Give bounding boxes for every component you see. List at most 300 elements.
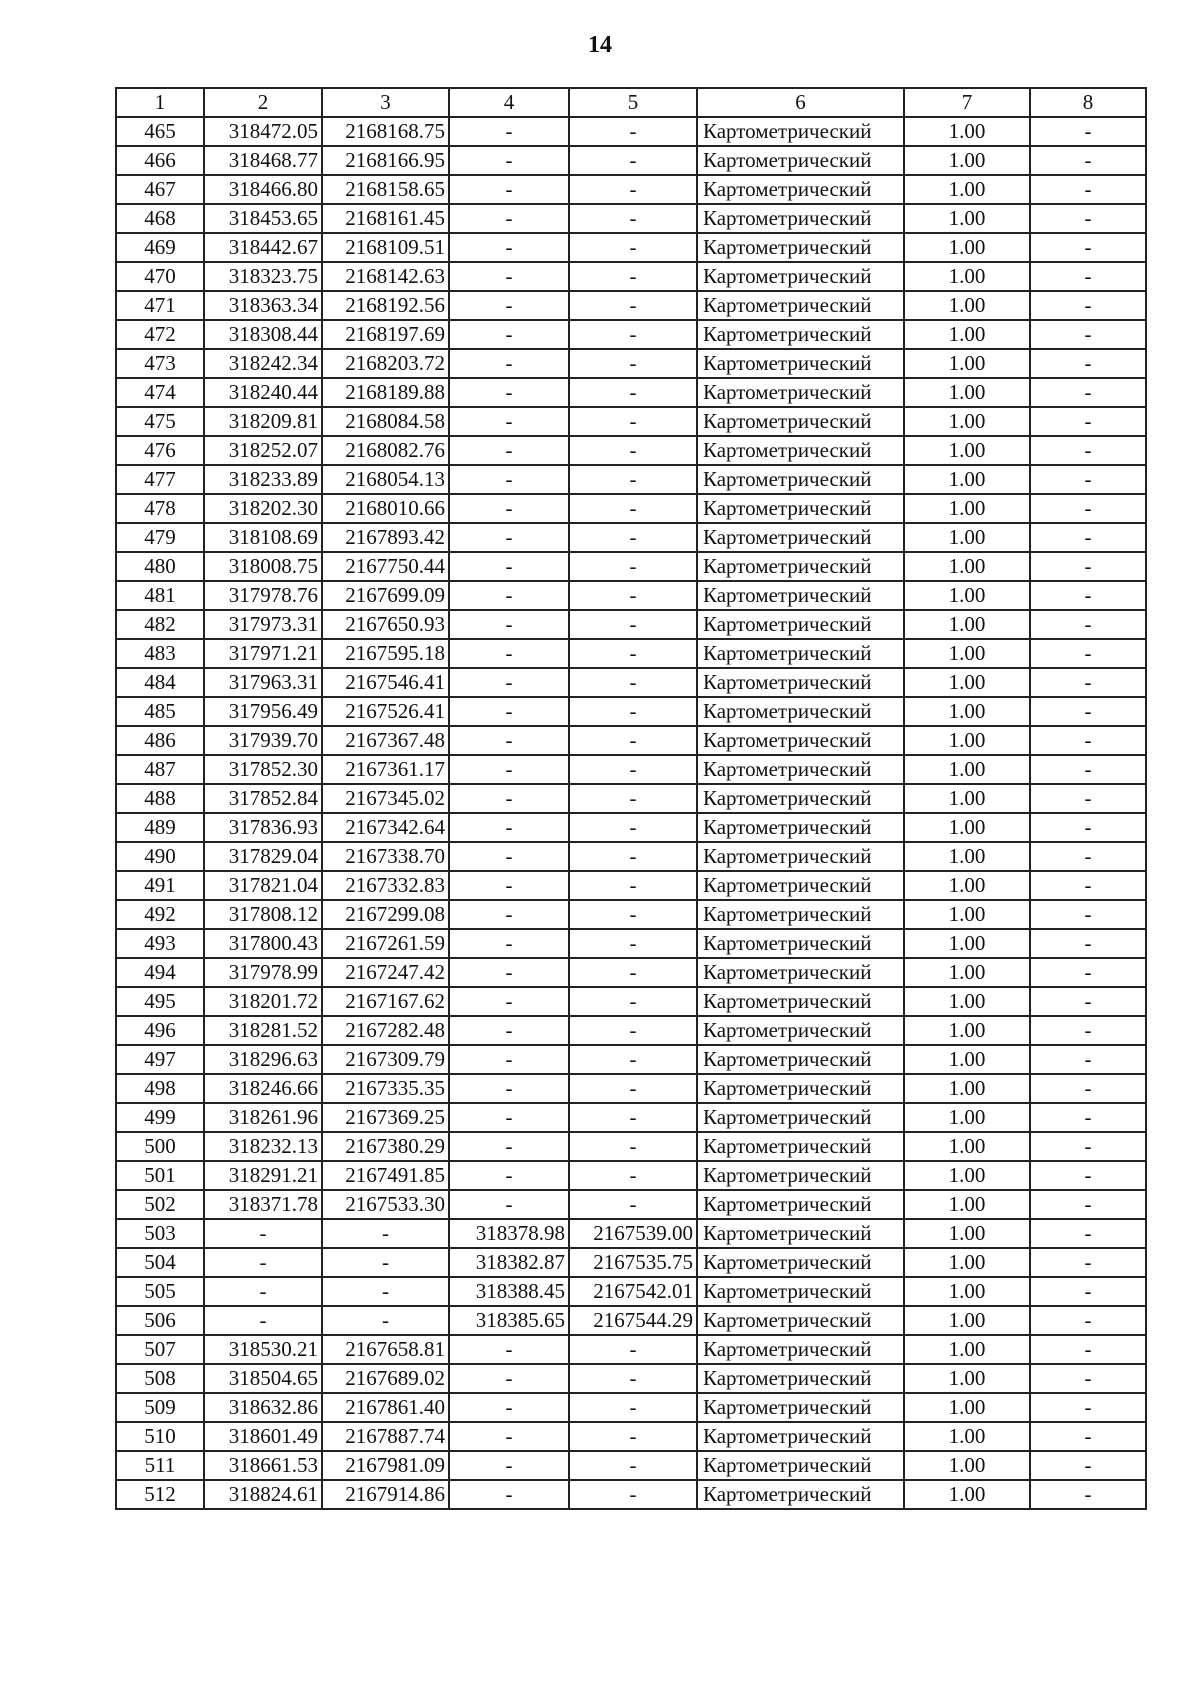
x-coordinate-cell: 318504.65 <box>204 1364 322 1393</box>
accuracy-cell: 1.00 <box>904 1248 1030 1277</box>
point-number-cell: 493 <box>116 929 204 958</box>
point-number-cell: 483 <box>116 639 204 668</box>
point-number-cell: 501 <box>116 1161 204 1190</box>
method-cell: Картометрический <box>697 262 904 291</box>
x-new-coordinate-cell: - <box>449 842 569 871</box>
accuracy-cell: 1.00 <box>904 1016 1030 1045</box>
x-coordinate-cell: 318201.72 <box>204 987 322 1016</box>
description-cell: - <box>1030 407 1146 436</box>
x-new-coordinate-cell: - <box>449 1016 569 1045</box>
x-coordinate-cell: 317836.93 <box>204 813 322 842</box>
y-coordinate-cell: 2167167.62 <box>322 987 449 1016</box>
column-header: 2 <box>204 88 322 117</box>
y-new-coordinate-cell: - <box>569 407 697 436</box>
y-coordinate-cell: 2167380.29 <box>322 1132 449 1161</box>
point-number-cell: 482 <box>116 610 204 639</box>
point-number-cell: 486 <box>116 726 204 755</box>
y-new-coordinate-cell: - <box>569 465 697 494</box>
x-new-coordinate-cell: - <box>449 1132 569 1161</box>
x-coordinate-cell: 318246.66 <box>204 1074 322 1103</box>
y-new-coordinate-cell: 2167535.75 <box>569 1248 697 1277</box>
description-cell: - <box>1030 1277 1146 1306</box>
description-cell: - <box>1030 1045 1146 1074</box>
table-row <box>116 1074 1146 1103</box>
description-cell: - <box>1030 204 1146 233</box>
method-cell: Картометрический <box>697 697 904 726</box>
y-coordinate-cell: 2167914.86 <box>322 1480 449 1509</box>
method-cell: Картометрический <box>697 233 904 262</box>
table-row <box>116 755 1146 784</box>
x-coordinate-cell: 318233.89 <box>204 465 322 494</box>
x-coordinate-cell: 317852.84 <box>204 784 322 813</box>
y-new-coordinate-cell: - <box>569 146 697 175</box>
y-coordinate-cell: 2168142.63 <box>322 262 449 291</box>
method-cell: Картометрический <box>697 117 904 146</box>
x-coordinate-cell: 317800.43 <box>204 929 322 958</box>
table-row <box>116 581 1146 610</box>
method-cell: Картометрический <box>697 494 904 523</box>
method-cell: Картометрический <box>697 320 904 349</box>
description-cell: - <box>1030 1306 1146 1335</box>
description-cell: - <box>1030 465 1146 494</box>
accuracy-cell: 1.00 <box>904 552 1030 581</box>
accuracy-cell: 1.00 <box>904 175 1030 204</box>
table-row <box>116 1219 1146 1248</box>
point-number-cell: 500 <box>116 1132 204 1161</box>
x-coordinate-cell: 318323.75 <box>204 262 322 291</box>
accuracy-cell: 1.00 <box>904 465 1030 494</box>
y-new-coordinate-cell: - <box>569 204 697 233</box>
accuracy-cell: 1.00 <box>904 1190 1030 1219</box>
y-new-coordinate-cell: - <box>569 726 697 755</box>
y-coordinate-cell: 2167345.02 <box>322 784 449 813</box>
y-coordinate-cell: 2167650.93 <box>322 610 449 639</box>
description-cell: - <box>1030 610 1146 639</box>
table-row <box>116 1248 1146 1277</box>
coordinates-table <box>115 87 1147 1510</box>
y-new-coordinate-cell: - <box>569 842 697 871</box>
point-number-cell: 496 <box>116 1016 204 1045</box>
x-coordinate-cell: 318108.69 <box>204 523 322 552</box>
column-header: 8 <box>1030 88 1146 117</box>
accuracy-cell: 1.00 <box>904 1393 1030 1422</box>
point-number-cell: 506 <box>116 1306 204 1335</box>
point-number-cell: 498 <box>116 1074 204 1103</box>
table-row <box>116 175 1146 204</box>
accuracy-cell: 1.00 <box>904 987 1030 1016</box>
y-coordinate-cell: 2168197.69 <box>322 320 449 349</box>
y-new-coordinate-cell: - <box>569 1335 697 1364</box>
table-row <box>116 900 1146 929</box>
x-coordinate-cell: - <box>204 1277 322 1306</box>
y-new-coordinate-cell: - <box>569 1422 697 1451</box>
x-new-coordinate-cell: - <box>449 1074 569 1103</box>
x-coordinate-cell: 318824.61 <box>204 1480 322 1509</box>
x-new-coordinate-cell: - <box>449 581 569 610</box>
table-row <box>116 929 1146 958</box>
point-number-cell: 465 <box>116 117 204 146</box>
accuracy-cell: 1.00 <box>904 581 1030 610</box>
y-new-coordinate-cell: - <box>569 1190 697 1219</box>
x-coordinate-cell: 318530.21 <box>204 1335 322 1364</box>
table-row <box>116 262 1146 291</box>
description-cell: - <box>1030 639 1146 668</box>
x-coordinate-cell: 317978.76 <box>204 581 322 610</box>
x-new-coordinate-cell: - <box>449 1103 569 1132</box>
y-coordinate-cell: 2168203.72 <box>322 349 449 378</box>
method-cell: Картометрический <box>697 1306 904 1335</box>
y-new-coordinate-cell: - <box>569 1480 697 1509</box>
table-row <box>116 697 1146 726</box>
x-new-coordinate-cell: - <box>449 146 569 175</box>
x-coordinate-cell: 318202.30 <box>204 494 322 523</box>
column-header: 1 <box>116 88 204 117</box>
y-coordinate-cell: 2167981.09 <box>322 1451 449 1480</box>
method-cell: Картометрический <box>697 610 904 639</box>
y-new-coordinate-cell: - <box>569 1045 697 1074</box>
method-cell: Картометрический <box>697 1103 904 1132</box>
point-number-cell: 502 <box>116 1190 204 1219</box>
table-row <box>116 320 1146 349</box>
x-new-coordinate-cell: - <box>449 726 569 755</box>
point-number-cell: 481 <box>116 581 204 610</box>
x-coordinate-cell: 317808.12 <box>204 900 322 929</box>
method-cell: Картометрический <box>697 668 904 697</box>
y-coordinate-cell: 2167335.35 <box>322 1074 449 1103</box>
point-number-cell: 472 <box>116 320 204 349</box>
x-new-coordinate-cell: - <box>449 697 569 726</box>
point-number-cell: 484 <box>116 668 204 697</box>
accuracy-cell: 1.00 <box>904 407 1030 436</box>
description-cell: - <box>1030 1422 1146 1451</box>
description-cell: - <box>1030 1190 1146 1219</box>
table-row <box>116 842 1146 871</box>
table-row <box>116 378 1146 407</box>
x-new-coordinate-cell: - <box>449 262 569 291</box>
point-number-cell: 488 <box>116 784 204 813</box>
x-new-coordinate-cell: - <box>449 204 569 233</box>
description-cell: - <box>1030 1248 1146 1277</box>
y-coordinate-cell: 2167893.42 <box>322 523 449 552</box>
table-row <box>116 958 1146 987</box>
method-cell: Картометрический <box>697 349 904 378</box>
table-row <box>116 1190 1146 1219</box>
table-row <box>116 1132 1146 1161</box>
description-cell: - <box>1030 784 1146 813</box>
method-cell: Картометрический <box>697 987 904 1016</box>
point-number-cell: 490 <box>116 842 204 871</box>
table-row <box>116 494 1146 523</box>
y-coordinate-cell: 2167261.59 <box>322 929 449 958</box>
x-new-coordinate-cell: - <box>449 900 569 929</box>
accuracy-cell: 1.00 <box>904 291 1030 320</box>
column-header: 4 <box>449 88 569 117</box>
accuracy-cell: 1.00 <box>904 610 1030 639</box>
point-number-cell: 491 <box>116 871 204 900</box>
method-cell: Картометрический <box>697 639 904 668</box>
accuracy-cell: 1.00 <box>904 233 1030 262</box>
accuracy-cell: 1.00 <box>904 842 1030 871</box>
y-coordinate-cell: 2167887.74 <box>322 1422 449 1451</box>
y-new-coordinate-cell: - <box>569 784 697 813</box>
point-number-cell: 469 <box>116 233 204 262</box>
x-new-coordinate-cell: - <box>449 494 569 523</box>
y-coordinate-cell: 2167526.41 <box>322 697 449 726</box>
point-number-cell: 495 <box>116 987 204 1016</box>
x-coordinate-cell: 318291.21 <box>204 1161 322 1190</box>
point-number-cell: 494 <box>116 958 204 987</box>
y-coordinate-cell: 2167595.18 <box>322 639 449 668</box>
description-cell: - <box>1030 900 1146 929</box>
method-cell: Картометрический <box>697 552 904 581</box>
x-coordinate-cell: 318661.53 <box>204 1451 322 1480</box>
x-coordinate-cell: - <box>204 1248 322 1277</box>
table-row <box>116 204 1146 233</box>
page-number: 14 <box>588 32 612 58</box>
description-cell: - <box>1030 697 1146 726</box>
table-row <box>116 146 1146 175</box>
point-number-cell: 485 <box>116 697 204 726</box>
method-cell: Картометрический <box>697 407 904 436</box>
point-number-cell: 466 <box>116 146 204 175</box>
method-cell: Картометрический <box>697 1335 904 1364</box>
y-coordinate-cell: 2167361.17 <box>322 755 449 784</box>
y-coordinate-cell: 2167309.79 <box>322 1045 449 1074</box>
table-row <box>116 1335 1146 1364</box>
accuracy-cell: 1.00 <box>904 262 1030 291</box>
description-cell: - <box>1030 320 1146 349</box>
y-new-coordinate-cell: 2167539.00 <box>569 1219 697 1248</box>
y-new-coordinate-cell: - <box>569 987 697 1016</box>
accuracy-cell: 1.00 <box>904 320 1030 349</box>
accuracy-cell: 1.00 <box>904 494 1030 523</box>
x-new-coordinate-cell: - <box>449 610 569 639</box>
y-coordinate-cell: 2168084.58 <box>322 407 449 436</box>
y-new-coordinate-cell: - <box>569 958 697 987</box>
method-cell: Картометрический <box>697 813 904 842</box>
accuracy-cell: 1.00 <box>904 436 1030 465</box>
method-cell: Картометрический <box>697 871 904 900</box>
x-new-coordinate-cell: - <box>449 233 569 262</box>
x-new-coordinate-cell: - <box>449 1045 569 1074</box>
x-new-coordinate-cell: - <box>449 378 569 407</box>
y-coordinate-cell: 2167689.02 <box>322 1364 449 1393</box>
method-cell: Картометрический <box>697 175 904 204</box>
method-cell: Картометрический <box>697 958 904 987</box>
description-cell: - <box>1030 581 1146 610</box>
description-cell: - <box>1030 262 1146 291</box>
method-cell: Картометрический <box>697 726 904 755</box>
y-coordinate-cell: - <box>322 1219 449 1248</box>
y-new-coordinate-cell: - <box>569 1161 697 1190</box>
point-number-cell: 511 <box>116 1451 204 1480</box>
description-cell: - <box>1030 987 1146 1016</box>
x-new-coordinate-cell: - <box>449 1451 569 1480</box>
x-new-coordinate-cell: - <box>449 871 569 900</box>
description-cell: - <box>1030 349 1146 378</box>
point-number-cell: 504 <box>116 1248 204 1277</box>
y-coordinate-cell: 2167338.70 <box>322 842 449 871</box>
x-new-coordinate-cell: - <box>449 436 569 465</box>
x-new-coordinate-cell: - <box>449 1364 569 1393</box>
table-row <box>116 668 1146 697</box>
x-new-coordinate-cell: - <box>449 407 569 436</box>
y-coordinate-cell: 2168010.66 <box>322 494 449 523</box>
method-cell: Картометрический <box>697 784 904 813</box>
x-coordinate-cell: 318308.44 <box>204 320 322 349</box>
point-number-cell: 473 <box>116 349 204 378</box>
table-row <box>116 813 1146 842</box>
accuracy-cell: 1.00 <box>904 813 1030 842</box>
x-new-coordinate-cell: 318385.65 <box>449 1306 569 1335</box>
table-row <box>116 871 1146 900</box>
table-row <box>116 1016 1146 1045</box>
description-cell: - <box>1030 1480 1146 1509</box>
x-coordinate-cell: 317829.04 <box>204 842 322 871</box>
y-new-coordinate-cell: - <box>569 436 697 465</box>
y-coordinate-cell: 2167299.08 <box>322 900 449 929</box>
y-new-coordinate-cell: - <box>569 755 697 784</box>
method-cell: Картометрический <box>697 929 904 958</box>
y-new-coordinate-cell: - <box>569 523 697 552</box>
table-row <box>116 1480 1146 1509</box>
point-number-cell: 487 <box>116 755 204 784</box>
x-coordinate-cell: 317973.31 <box>204 610 322 639</box>
column-header: 7 <box>904 88 1030 117</box>
point-number-cell: 510 <box>116 1422 204 1451</box>
y-coordinate-cell: - <box>322 1248 449 1277</box>
description-cell: - <box>1030 494 1146 523</box>
method-cell: Картометрический <box>697 755 904 784</box>
y-new-coordinate-cell: - <box>569 1103 697 1132</box>
table-row <box>116 639 1146 668</box>
y-new-coordinate-cell: - <box>569 697 697 726</box>
x-new-coordinate-cell: 318378.98 <box>449 1219 569 1248</box>
point-number-cell: 489 <box>116 813 204 842</box>
y-coordinate-cell: 2168082.76 <box>322 436 449 465</box>
y-coordinate-cell: 2167699.09 <box>322 581 449 610</box>
y-coordinate-cell: 2167533.30 <box>322 1190 449 1219</box>
y-new-coordinate-cell: - <box>569 378 697 407</box>
x-new-coordinate-cell: - <box>449 1161 569 1190</box>
table-row <box>116 1045 1146 1074</box>
x-coordinate-cell: 318261.96 <box>204 1103 322 1132</box>
description-cell: - <box>1030 1132 1146 1161</box>
description-cell: - <box>1030 117 1146 146</box>
x-coordinate-cell: 318296.63 <box>204 1045 322 1074</box>
table-body <box>116 117 1146 1509</box>
column-header: 5 <box>569 88 697 117</box>
description-cell: - <box>1030 523 1146 552</box>
x-new-coordinate-cell: - <box>449 987 569 1016</box>
accuracy-cell: 1.00 <box>904 117 1030 146</box>
x-new-coordinate-cell: - <box>449 523 569 552</box>
x-coordinate-cell: 318601.49 <box>204 1422 322 1451</box>
y-new-coordinate-cell: - <box>569 639 697 668</box>
accuracy-cell: 1.00 <box>904 668 1030 697</box>
x-coordinate-cell: 318468.77 <box>204 146 322 175</box>
x-coordinate-cell: 318240.44 <box>204 378 322 407</box>
x-coordinate-cell: 317978.99 <box>204 958 322 987</box>
method-cell: Картометрический <box>697 204 904 233</box>
column-header: 6 <box>697 88 904 117</box>
point-number-cell: 477 <box>116 465 204 494</box>
y-coordinate-cell: 2168168.75 <box>322 117 449 146</box>
description-cell: - <box>1030 233 1146 262</box>
accuracy-cell: 1.00 <box>904 523 1030 552</box>
y-new-coordinate-cell: - <box>569 233 697 262</box>
x-coordinate-cell: 318209.81 <box>204 407 322 436</box>
accuracy-cell: 1.00 <box>904 1364 1030 1393</box>
method-cell: Картометрический <box>697 1393 904 1422</box>
y-coordinate-cell: 2167332.83 <box>322 871 449 900</box>
description-cell: - <box>1030 1335 1146 1364</box>
table-row <box>116 1364 1146 1393</box>
accuracy-cell: 1.00 <box>904 697 1030 726</box>
x-coordinate-cell: 318242.34 <box>204 349 322 378</box>
x-new-coordinate-cell: - <box>449 958 569 987</box>
accuracy-cell: 1.00 <box>904 204 1030 233</box>
x-new-coordinate-cell: - <box>449 465 569 494</box>
method-cell: Картометрический <box>697 1422 904 1451</box>
description-cell: - <box>1030 1103 1146 1132</box>
y-coordinate-cell: 2168109.51 <box>322 233 449 262</box>
table-row <box>116 1306 1146 1335</box>
accuracy-cell: 1.00 <box>904 349 1030 378</box>
method-cell: Картометрический <box>697 1016 904 1045</box>
x-coordinate-cell: - <box>204 1306 322 1335</box>
description-cell: - <box>1030 1393 1146 1422</box>
table-row <box>116 1393 1146 1422</box>
x-new-coordinate-cell: - <box>449 639 569 668</box>
accuracy-cell: 1.00 <box>904 1219 1030 1248</box>
point-number-cell: 478 <box>116 494 204 523</box>
point-number-cell: 476 <box>116 436 204 465</box>
point-number-cell: 480 <box>116 552 204 581</box>
y-new-coordinate-cell: - <box>569 813 697 842</box>
x-coordinate-cell: 318472.05 <box>204 117 322 146</box>
y-new-coordinate-cell: - <box>569 1016 697 1045</box>
table-row <box>116 233 1146 262</box>
description-cell: - <box>1030 552 1146 581</box>
x-new-coordinate-cell: - <box>449 349 569 378</box>
y-coordinate-cell: 2168166.95 <box>322 146 449 175</box>
description-cell: - <box>1030 1451 1146 1480</box>
x-new-coordinate-cell: - <box>449 784 569 813</box>
y-new-coordinate-cell: - <box>569 871 697 900</box>
x-new-coordinate-cell: - <box>449 320 569 349</box>
point-number-cell: 512 <box>116 1480 204 1509</box>
method-cell: Картометрический <box>697 291 904 320</box>
method-cell: Картометрический <box>697 1190 904 1219</box>
accuracy-cell: 1.00 <box>904 784 1030 813</box>
x-new-coordinate-cell: - <box>449 1190 569 1219</box>
method-cell: Картометрический <box>697 465 904 494</box>
method-cell: Картометрический <box>697 378 904 407</box>
y-new-coordinate-cell: - <box>569 349 697 378</box>
y-coordinate-cell: 2167247.42 <box>322 958 449 987</box>
x-coordinate-cell: 318252.07 <box>204 436 322 465</box>
x-new-coordinate-cell: - <box>449 1393 569 1422</box>
y-coordinate-cell: 2167658.81 <box>322 1335 449 1364</box>
accuracy-cell: 1.00 <box>904 1480 1030 1509</box>
table-header-row <box>116 88 1146 117</box>
x-new-coordinate-cell: - <box>449 929 569 958</box>
y-coordinate-cell: 2167491.85 <box>322 1161 449 1190</box>
x-coordinate-cell: 318632.86 <box>204 1393 322 1422</box>
method-cell: Картометрический <box>697 1132 904 1161</box>
y-new-coordinate-cell: - <box>569 262 697 291</box>
